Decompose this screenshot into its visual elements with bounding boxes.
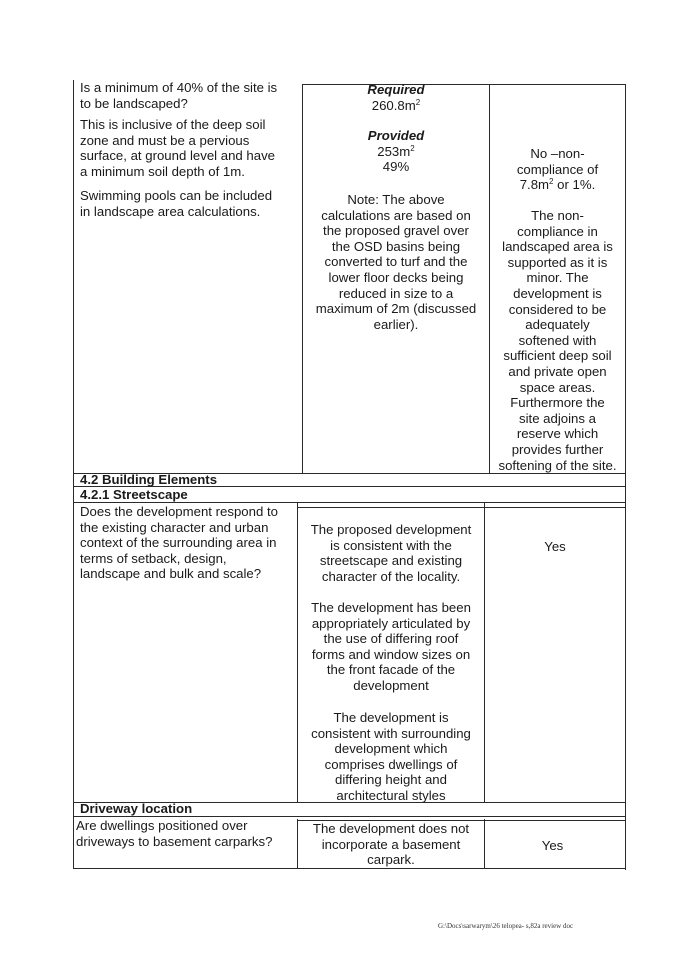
driveway-answer bbox=[298, 821, 484, 868]
text-line: to be landscaped? bbox=[80, 95, 188, 111]
text-line: adequately bbox=[525, 317, 590, 333]
provided-value bbox=[303, 144, 489, 160]
text-line: character of the locality. bbox=[321, 568, 461, 584]
text-line: driveways to basement carparks? bbox=[76, 833, 273, 849]
text-line: landscape and bulk and scale? bbox=[80, 566, 262, 582]
required-value bbox=[303, 98, 489, 114]
text-line: earlier). bbox=[373, 316, 419, 332]
landscape-compliance-justification bbox=[490, 208, 625, 473]
text-line: forms and window sizes on bbox=[311, 646, 471, 662]
provided-label: Provided bbox=[367, 128, 425, 143]
landscape-deep-soil-text bbox=[80, 117, 300, 179]
table-border-left bbox=[73, 80, 74, 869]
text-line: The development does not bbox=[312, 821, 470, 836]
driveway-question bbox=[76, 818, 296, 849]
text-line: development bbox=[353, 677, 429, 693]
row-line-5 bbox=[73, 816, 626, 817]
superscript: 2 bbox=[415, 97, 421, 107]
text-line: reserve which bbox=[516, 426, 599, 442]
text-line: Does the development respond to bbox=[80, 504, 278, 519]
text-line: sufficient deep soil bbox=[503, 348, 612, 364]
text-line: differing height and bbox=[335, 772, 447, 788]
text-line: context of the surrounding area in bbox=[80, 535, 277, 551]
text-line: No –non- bbox=[530, 146, 585, 161]
provided-percent: 49% bbox=[382, 159, 410, 175]
text-line: zone and must be a pervious bbox=[80, 132, 250, 148]
streetscape-answer-3 bbox=[298, 710, 484, 804]
superscript: 2 bbox=[410, 143, 415, 153]
text-line: minor. The bbox=[526, 270, 589, 286]
streetscape-compliance: Yes bbox=[544, 539, 566, 554]
text-line: Is a minimum of 40% of the site is bbox=[80, 80, 278, 95]
text-line: site adjoins a bbox=[519, 410, 596, 426]
required-block bbox=[303, 82, 489, 113]
text-line: Note: The above bbox=[347, 192, 445, 207]
text-line: converted to turf and the bbox=[324, 254, 468, 270]
text-line: compliance of bbox=[516, 161, 599, 177]
table-border-right bbox=[625, 84, 626, 870]
text-line: The non- bbox=[531, 208, 584, 223]
text-line: Swimming pools can be included bbox=[80, 188, 273, 203]
text-line: and private open bbox=[508, 363, 607, 379]
text-line: architectural styles bbox=[336, 787, 446, 803]
text-line: provides further bbox=[511, 441, 604, 457]
text-line: consistent with surrounding bbox=[311, 725, 471, 741]
text-line: terms of setback, design, bbox=[80, 550, 227, 566]
driveway-location-heading: Driveway location bbox=[80, 801, 193, 816]
text-line: appropriately articulated by bbox=[311, 615, 471, 631]
text-line: the existing character and urban bbox=[80, 519, 269, 535]
text-line: comprises dwellings of bbox=[324, 756, 458, 772]
text-line: development is bbox=[513, 285, 602, 301]
text-line: in landscape area calculations. bbox=[80, 203, 261, 219]
section-heading-building-elements: 4.2 Building Elements bbox=[80, 472, 218, 487]
text-line: is consistent with the bbox=[330, 537, 452, 553]
text-line: space areas. bbox=[519, 379, 596, 395]
text-line: lower floor decks being bbox=[328, 269, 464, 285]
calculation-note bbox=[303, 192, 489, 332]
text-line: This is inclusive of the deep soil bbox=[80, 117, 266, 132]
text-line: supported as it is bbox=[507, 254, 608, 270]
text-line: softened with bbox=[518, 332, 597, 348]
text-line bbox=[490, 177, 625, 193]
superscript: 2 bbox=[549, 177, 554, 187]
text-line: The development is bbox=[333, 710, 449, 725]
text-line: carpark. bbox=[367, 852, 415, 868]
text-line: Are dwellings positioned over bbox=[76, 818, 248, 833]
text-line: streetscape and existing bbox=[319, 553, 463, 569]
text-line: softening of the site. bbox=[498, 457, 617, 473]
noncompliance-percent: or 1%. bbox=[553, 177, 596, 193]
document-path-footer: G:\Docs\sarwarym\26 telopea- s,82a review doc bbox=[438, 922, 574, 930]
noncompliance-area: 7.8m bbox=[519, 177, 550, 193]
text-line: Furthermore the bbox=[510, 395, 605, 411]
row-line-3 bbox=[73, 502, 626, 503]
landscape-compliance-status bbox=[490, 146, 625, 193]
text-line: a minimum soil depth of 1m. bbox=[80, 163, 245, 179]
text-line: the front facade of the bbox=[326, 662, 456, 678]
text-line: reduced in size to a bbox=[338, 285, 454, 301]
row-bottom-line bbox=[73, 868, 626, 869]
text-line: The proposed development bbox=[310, 522, 472, 537]
required-label: Required bbox=[367, 82, 425, 97]
text-line: the proposed gravel over bbox=[323, 223, 469, 239]
row-line-3b bbox=[297, 507, 626, 508]
provided-block bbox=[303, 128, 489, 175]
driveway-compliance: Yes bbox=[541, 838, 564, 853]
required-number: 260.8m bbox=[371, 97, 416, 113]
text-line: the OSD basins being bbox=[331, 238, 461, 254]
subsection-heading-streetscape: 4.2.1 Streetscape bbox=[80, 487, 188, 502]
text-line: surface, at ground level and have bbox=[80, 148, 276, 164]
text-line: maximum of 2m (discussed bbox=[315, 301, 477, 317]
landscape-question bbox=[80, 80, 300, 111]
text-line: incorporate a basement bbox=[321, 836, 461, 852]
text-line: landscaped area is bbox=[502, 239, 613, 255]
text-line: calculations are based on bbox=[321, 207, 471, 223]
text-line: considered to be bbox=[508, 301, 607, 317]
provided-number: 253m bbox=[377, 143, 411, 159]
text-line: compliance in bbox=[517, 223, 598, 239]
text-line: The development has been bbox=[311, 600, 471, 615]
text-line: development which bbox=[334, 741, 448, 757]
landscape-pool-text bbox=[80, 188, 300, 219]
streetscape-answer-2 bbox=[298, 600, 484, 694]
streetscape-answer-1 bbox=[298, 522, 484, 584]
streetscape-question bbox=[80, 504, 296, 582]
text-line: the use of differing roof bbox=[323, 631, 459, 647]
